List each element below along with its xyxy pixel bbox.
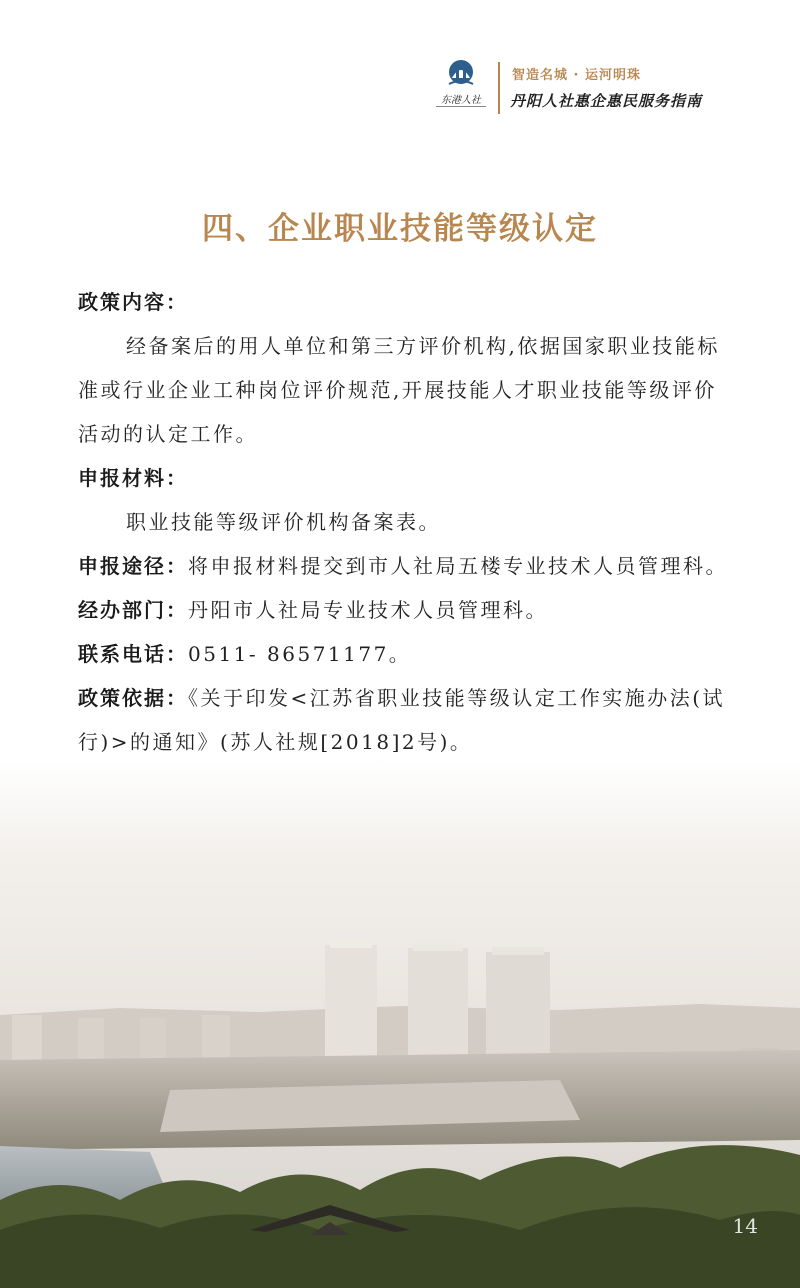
- phone-label: 联系电话：: [78, 642, 188, 666]
- page-number: 14: [732, 1214, 758, 1238]
- policy-content-heading: [78, 280, 728, 324]
- channel-row: [78, 544, 728, 588]
- guide-title: 丹阳人社惠企惠民服务指南: [510, 92, 703, 110]
- header: [430, 58, 770, 122]
- phone-text: 0511- 86571177。: [188, 642, 412, 666]
- materials-text: 职业技能等级评价机构备案表。: [126, 510, 441, 534]
- policy-content-text: 经备案后的用人单位和第三方评价机构,依据国家职业技能标准或行业企业工种岗位评价规范,开展技能人才职业技能等级评价活动的认定工作。: [78, 334, 720, 446]
- channel-label: 申报途径：: [78, 554, 188, 578]
- basis-text: 《关于印发<江苏省职业技能等级认定工作实施办法(试行)>的通知》(苏人社规[2018]2号)。: [78, 686, 726, 754]
- header-slogan: 智造名城 · 运河明珠: [512, 68, 641, 83]
- policy-content-label: 政策内容：: [78, 290, 188, 314]
- logo-icon: [444, 58, 478, 90]
- basis-row: [78, 676, 728, 764]
- policy-content: [78, 280, 728, 764]
- phone-row: [78, 632, 728, 676]
- materials-label: 申报材料：: [78, 466, 188, 490]
- department-row: [78, 588, 728, 632]
- logo-text: 东港人社: [441, 95, 481, 106]
- basis-label: 政策依据：: [78, 686, 188, 710]
- header-divider: [498, 62, 500, 114]
- section-title: 四、企业职业技能等级认定: [202, 211, 598, 247]
- logo: [430, 58, 492, 116]
- department-text: 丹阳市人社局专业技术人员管理科。: [188, 598, 548, 622]
- city-landscape-image: [0, 760, 800, 1288]
- department-label: 经办部门：: [78, 598, 188, 622]
- materials-heading: [78, 456, 728, 500]
- channel-text: 将申报材料提交到市人社局五楼专业技术人员管理科。: [188, 554, 728, 578]
- logo-underline: [436, 106, 486, 109]
